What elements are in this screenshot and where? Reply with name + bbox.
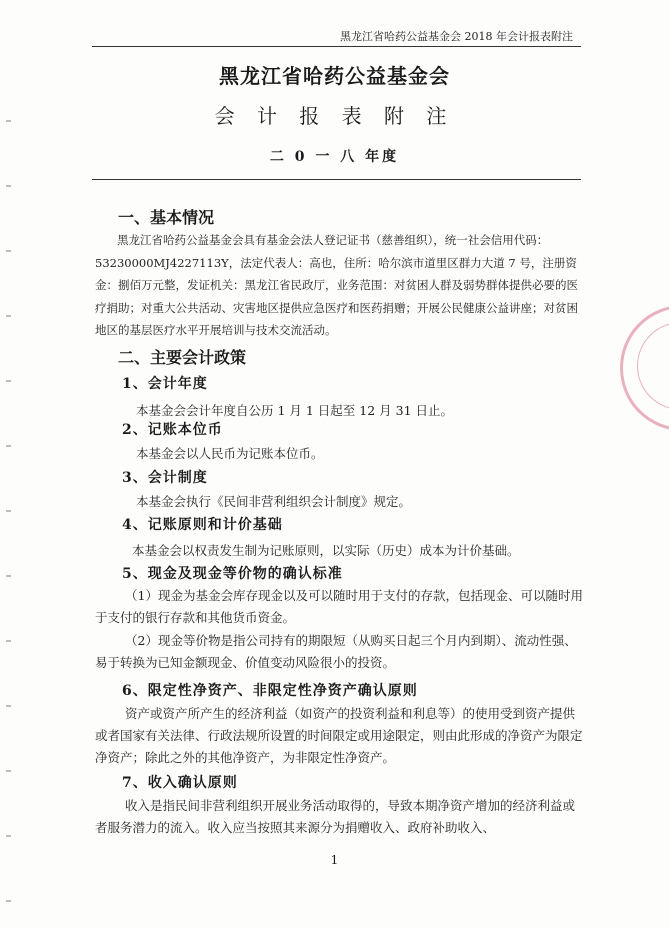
policy-heading-net-assets: 6、限定性净资产、非限定性净资产确认原则	[122, 683, 418, 699]
report-year: 二 0 一 八 年度	[269, 149, 400, 165]
header-rule	[92, 46, 581, 47]
title-rule	[92, 179, 581, 180]
policy-body-accounting-system: 本基金会执行《民间非营利组织会计制度》规定。	[136, 494, 412, 509]
policy-heading-cash: 5、现金及现金等价物的确认标准	[122, 566, 343, 582]
policy-body-revenue: 收入是指民间非营利组织开展业务活动取得的，导致本期净资产增加的经济利益或者服务潜力的流入。收入应当按照其来源分为捐赠收入、政府补助收入、	[95, 798, 576, 835]
basic-info-paragraph: 黑龙江省哈药公益基金会具有基金会法人登记证书（慈善组织），统一社会信用代码：53230000MJ4227113Y，法定代表人：高也，住所：哈尔滨市道里区群力大道 7 号，注册资金：捌佰万元整，发证机关：黑龙江省民政厅，业务范围：对贫困人群及弱势群体提供必要的医疗捐助；对重大公共活动、灾害地区提供应急医疗和医药捐赠；开展公民健康公益讲座；对贫困地区的基层医疗水平开展培训与技术交流活动。	[95, 233, 578, 337]
policy-heading-bookkeeping: 4、记账原则和计价基础	[122, 517, 283, 533]
margin-mark	[6, 575, 11, 577]
margin-mark	[6, 900, 11, 902]
policy-body-fiscal-year: 本基金会会计年度自公历 1 月 1 日起至 12 月 31 日止。	[136, 403, 454, 418]
margin-mark	[6, 380, 11, 382]
policy-body-cash-2: （2）现金等价物是指公司持有的期限短（从购买日起三个月内到期）、流动性强、易于转换为已知金额现金、价值变动风险很小的投资。	[95, 633, 577, 670]
margin-mark	[6, 510, 11, 512]
margin-mark	[6, 445, 11, 447]
page-number: 1	[330, 853, 339, 867]
policy-heading-fiscal-year: 1、会计年度	[122, 376, 208, 392]
margin-mark	[6, 835, 11, 837]
margin-mark	[6, 185, 11, 187]
section-heading-accounting-policies: 二、主要会计政策	[118, 348, 247, 367]
official-seal	[620, 305, 669, 431]
policy-body-currency: 本基金会以人民币为记账本位币。	[136, 446, 324, 461]
margin-mark	[6, 250, 11, 252]
running-header: 黑龙江省哈药公益基金会 2018 年会计报表附注	[340, 30, 573, 43]
policy-heading-currency: 2、记账本位币	[122, 422, 223, 438]
policy-heading-revenue: 7、收入确认原则	[122, 775, 238, 791]
margin-mark	[6, 640, 11, 642]
policy-body-bookkeeping: 本基金会以权责发生制为记账原则，以实际（历史）成本为计价基础。	[132, 543, 520, 558]
document-subtitle: 会 计 报 表 附 注	[214, 104, 455, 128]
margin-mark	[6, 770, 11, 772]
margin-mark	[6, 315, 11, 317]
margin-mark	[6, 120, 11, 122]
margin-mark	[6, 705, 11, 707]
official-seal-inner-ring	[637, 322, 669, 410]
policy-heading-accounting-system: 3、会计制度	[122, 470, 208, 486]
policy-body-net-assets: 资产或资产所产生的经济利益（如资产的投资利益和利息等）的使用受到资产提供或者国家有关法律、行政法规所设置的时间限定或用途限定，则由此形成的净资产为限定净资产；除此之外的其他净资产，为非限定性净资产。	[95, 706, 583, 765]
document-title: 黑龙江省哈药公益基金会	[219, 64, 450, 88]
policy-body-cash-1: （1）现金为基金会库存现金以及可以随时用于支付的存款，包括现金、可以随时用于支付的银行存款和其他货币资金。	[95, 588, 583, 625]
section-heading-basic-info: 一、基本情况	[118, 208, 215, 227]
